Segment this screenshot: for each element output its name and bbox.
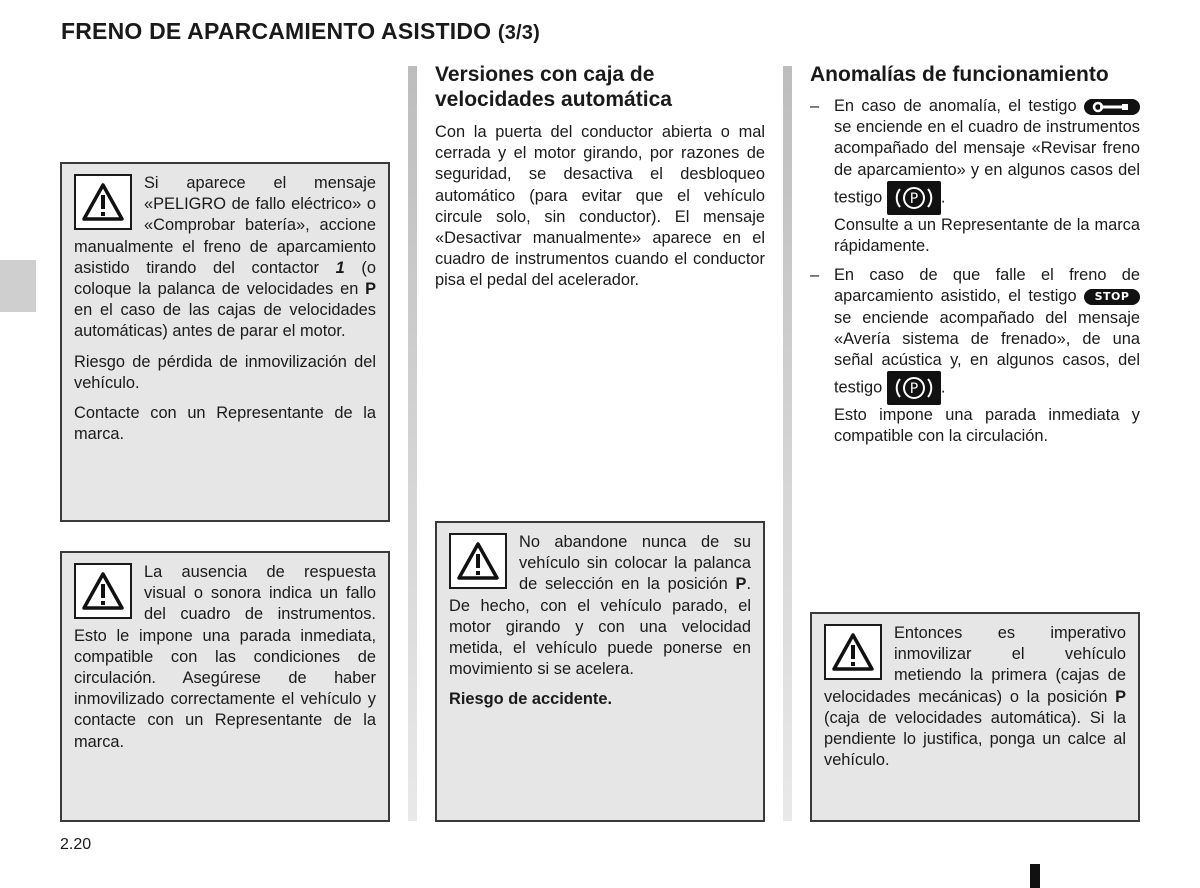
page-title-text: FRENO DE APARCAMIENTO ASISTIDO	[61, 18, 492, 44]
warning-paragraph: Entonces es imperativo inmovilizar el vehículo metiendo la primera (cajas de velocidades mecánicas) o la posición P (caja de velocidades automática). Si la pendiente lo justifica, ponga un calce al vehículo.	[824, 624, 1126, 770]
warning-triangle-icon	[74, 174, 132, 230]
page-title-suffix: (3/3)	[497, 22, 540, 44]
anomalies-list-container	[810, 96, 1140, 456]
list-item: – En caso de anomalía, el testigo se enciende en el cuadro de instrumentos acompañado del mensaje «Revisar freno de aparcamiento» y en algunos casos del testigo P . Consulte a un Representante de la marca rápidamente.	[810, 96, 1140, 257]
page-edge-marker	[1030, 864, 1040, 888]
warning-paragraph: Riesgo de pérdida de inmovilización del vehículo.	[74, 352, 376, 392]
warning-paragraph: Si aparece el mensaje «PELIGRO de fallo eléctrico» o «Comprobar batería», accione manualmente el freno de aparcamiento asistido tirando del contactor 1 (o coloque la palanca de velocidades en P en el caso de las cajas de velocidades automáticas) antes de parar el motor.	[74, 174, 376, 341]
parking-brake-indicator-icon	[887, 181, 941, 215]
page-number: 2.20	[60, 836, 92, 853]
warning-paragraph: No abandone nunca de su vehículo sin colocar la palanca de selección en la posición P. De hecho, con el vehículo parado, el motor girando y con una velocidad metida, el vehículo puede ponerse en movimiento si se acelera.	[449, 533, 751, 679]
column-divider	[408, 66, 417, 821]
parking-brake-indicator-icon	[887, 371, 941, 405]
warning-paragraph: La ausencia de respuesta visual o sonora indica un fallo del cuadro de instrumentos. Esto le impone una parada inmediata, compatible con las condiciones de circulación. Asegúrese de haber inmovilizado correctamente el vehículo y contacte con un Representante de la marca.	[74, 563, 376, 751]
section-body-automatic: Con la puerta del conductor abierta o mal cerrada y el motor girando, por razones de seguridad, se desactiva el desbloqueo automático (para evitar que el vehículo circule solo, sin conductor). El mensaje «Desactivar manualmente» aparece en el cuadro de instrumentos cuando el conductor pisa el pedal del acelerador.	[435, 123, 765, 290]
warning-paragraph: Contacte con un Representante de la marca.	[74, 404, 376, 444]
page-title	[61, 18, 540, 45]
svg-text:P: P	[909, 381, 919, 398]
anomalies-list	[810, 96, 1140, 448]
list-item: – En caso de que falle el freno de aparcamiento asistido, el testigo STOP se enciende acompañado del mensaje «Avería sistema de frenado», de una señal acústica y, en algunos casos, del testigo P . Esto impone una parada inmediata y compatible con la circulación.	[810, 265, 1140, 447]
warning-box-no-response	[60, 551, 390, 822]
warning-box-immobilize	[810, 612, 1140, 822]
section-heading-anomalies: Anomalías de funcionamiento	[810, 63, 1109, 86]
warning-box-electric-fault	[60, 162, 390, 522]
column-divider	[783, 66, 792, 821]
section-heading-automatic: Versiones con caja de velocidades automática	[435, 63, 672, 111]
warning-triangle-icon	[449, 533, 507, 589]
warning-triangle-icon	[74, 563, 132, 619]
wrench-indicator-icon	[1084, 99, 1140, 115]
warning-paragraph: Riesgo de accidente.	[449, 690, 613, 709]
svg-text:P: P	[909, 190, 919, 207]
stop-indicator-icon: STOP	[1084, 289, 1140, 305]
chapter-tab	[0, 260, 36, 312]
warning-box-gear-selector	[435, 521, 765, 822]
warning-triangle-icon	[824, 624, 882, 680]
